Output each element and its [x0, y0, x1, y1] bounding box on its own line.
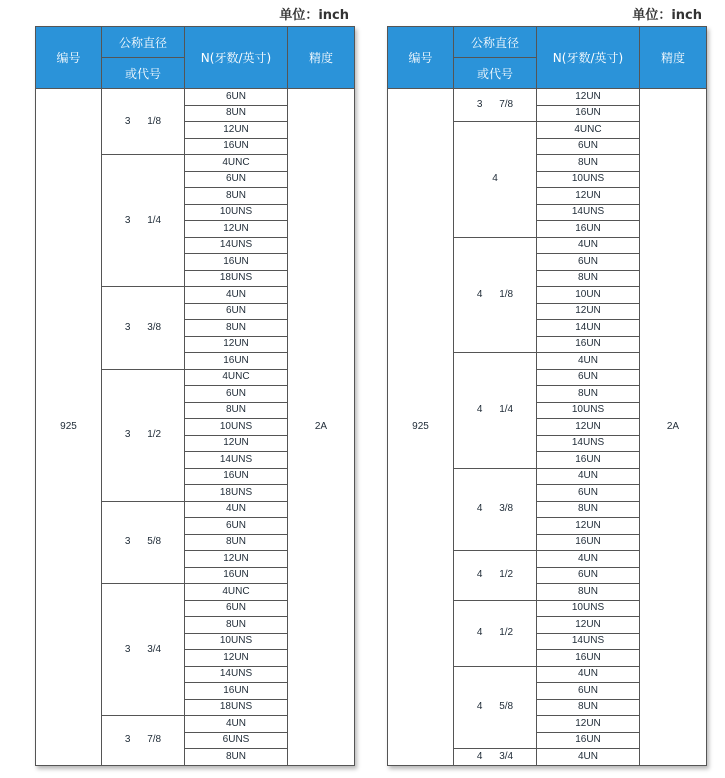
thread-cell: 8UN: [537, 699, 640, 716]
thread-cell: 4UN: [537, 749, 640, 766]
thread-cell: 16UN: [537, 336, 640, 353]
precision-cell: 2A: [288, 89, 355, 766]
thread-cell: 14UNS: [185, 666, 288, 683]
thread-cell: 12UN: [537, 716, 640, 733]
thread-cell: 8UN: [185, 402, 288, 419]
precision-cell: 2A: [640, 89, 707, 766]
code-cell: 925: [36, 89, 102, 766]
size-cell: 4 3/4: [454, 749, 537, 766]
thread-cell: 10UNS: [537, 171, 640, 188]
thread-cell: 4UN: [537, 237, 640, 254]
thread-cell: 16UN: [185, 254, 288, 271]
thread-cell: 6UN: [185, 89, 288, 106]
header-or-designation: 或代号: [102, 58, 185, 89]
thread-cell: 12UN: [185, 435, 288, 452]
thread-cell: 6UN: [537, 683, 640, 700]
thread-cell: 16UN: [537, 650, 640, 667]
thread-cell: 16UN: [537, 221, 640, 238]
size-cell: 3 1/4: [102, 155, 185, 287]
size-cell: 4: [454, 122, 537, 238]
thread-cell: 8UN: [185, 534, 288, 551]
thread-table-left: [35, 26, 355, 766]
thread-cell: 4UN: [185, 716, 288, 733]
thread-cell: 4UNC: [185, 584, 288, 601]
thread-cell: 4UN: [537, 353, 640, 370]
thread-cell: 6UN: [537, 485, 640, 502]
thread-cell: 6UN: [537, 138, 640, 155]
thread-cell: 12UN: [537, 617, 640, 634]
thread-cell: 10UNS: [185, 204, 288, 221]
thread-cell: 12UN: [185, 650, 288, 667]
thread-cell: 8UN: [537, 270, 640, 287]
thread-cell: 8UN: [537, 155, 640, 172]
header-nominal-diameter: 公称直径: [454, 27, 537, 58]
size-cell: 4 1/2: [454, 600, 537, 666]
thread-cell: 16UN: [185, 468, 288, 485]
thread-cell: 8UN: [537, 584, 640, 601]
header-precision: 精度: [640, 27, 707, 89]
header-code: 编号: [388, 27, 454, 89]
size-cell: 3 3/4: [102, 584, 185, 716]
thread-cell: 18UNS: [185, 485, 288, 502]
thread-cell: 12UN: [185, 122, 288, 139]
thread-cell: 18UNS: [185, 270, 288, 287]
thread-cell: 4UN: [537, 551, 640, 568]
thread-cell: 10UNS: [185, 633, 288, 650]
size-cell: 4 5/8: [454, 666, 537, 749]
thread-cell: 6UNS: [185, 732, 288, 749]
thread-cell: 12UN: [185, 551, 288, 568]
thread-cell: 4UN: [537, 666, 640, 683]
unit-label-left: 单位：inch: [279, 8, 349, 23]
thread-cell: 10UNS: [185, 419, 288, 436]
thread-cell: 16UN: [537, 452, 640, 469]
size-cell: 3 7/8: [454, 89, 537, 122]
thread-cell: 6UN: [537, 369, 640, 386]
thread-cell: 16UN: [185, 138, 288, 155]
thread-cell: 14UNS: [537, 435, 640, 452]
thread-cell: 16UN: [185, 567, 288, 584]
thread-cell: 4UN: [185, 501, 288, 518]
thread-cell: 8UN: [185, 617, 288, 634]
thread-cell: 10UNS: [537, 600, 640, 617]
thread-cell: 14UNS: [185, 452, 288, 469]
size-cell: 4 1/4: [454, 353, 537, 469]
size-cell: 4 1/8: [454, 237, 537, 353]
thread-cell: 6UN: [537, 567, 640, 584]
thread-cell: 14UN: [537, 320, 640, 337]
thread-cell: 12UN: [185, 221, 288, 238]
header-code: 编号: [36, 27, 102, 89]
thread-cell: 16UN: [537, 534, 640, 551]
thread-cell: 16UN: [537, 105, 640, 122]
header-precision: 精度: [288, 27, 355, 89]
thread-table-right: [387, 26, 707, 766]
thread-cell: 16UN: [185, 353, 288, 370]
size-cell: 4 3/8: [454, 468, 537, 551]
thread-cell: 12UN: [537, 419, 640, 436]
unit-label-right: 单位：inch: [632, 8, 702, 23]
thread-cell: 8UN: [185, 320, 288, 337]
thread-cell: 16UN: [537, 732, 640, 749]
thread-cell: 14UNS: [537, 633, 640, 650]
header-or-designation: 或代号: [454, 58, 537, 89]
thread-cell: 18UNS: [185, 699, 288, 716]
thread-cell: 10UNS: [537, 402, 640, 419]
thread-cell: 6UN: [185, 303, 288, 320]
header-nominal-diameter: 公称直径: [102, 27, 185, 58]
thread-cell: 6UN: [185, 600, 288, 617]
thread-cell: 10UN: [537, 287, 640, 304]
size-cell: 4 1/2: [454, 551, 537, 601]
thread-cell: 8UN: [185, 188, 288, 205]
table-row: [36, 89, 355, 106]
size-cell: 3 3/8: [102, 287, 185, 370]
thread-cell: 12UN: [185, 336, 288, 353]
header-threads: N(牙数/英寸): [537, 27, 640, 89]
thread-cell: 8UN: [185, 105, 288, 122]
thread-cell: 14UNS: [185, 237, 288, 254]
thread-cell: 8UN: [537, 386, 640, 403]
thread-cell: 14UNS: [537, 204, 640, 221]
thread-cell: 6UN: [537, 254, 640, 271]
code-cell: 925: [388, 89, 454, 766]
thread-cell: 8UN: [537, 501, 640, 518]
thread-cell: 12UN: [537, 188, 640, 205]
thread-cell: 4UNC: [185, 155, 288, 172]
thread-cell: 6UN: [185, 171, 288, 188]
size-cell: 3 1/2: [102, 369, 185, 501]
table-row: [388, 89, 707, 106]
thread-cell: 8UN: [185, 749, 288, 766]
thread-cell: 4UN: [185, 287, 288, 304]
thread-cell: 12UN: [537, 303, 640, 320]
header-threads: N(牙数/英寸): [185, 27, 288, 89]
thread-cell: 12UN: [537, 89, 640, 106]
size-cell: 3 1/8: [102, 89, 185, 155]
thread-cell: 4UNC: [185, 369, 288, 386]
thread-cell: 6UN: [185, 386, 288, 403]
thread-cell: 12UN: [537, 518, 640, 535]
thread-cell: 4UNC: [537, 122, 640, 139]
thread-cell: 6UN: [185, 518, 288, 535]
size-cell: 3 5/8: [102, 501, 185, 584]
size-cell: 3 7/8: [102, 716, 185, 766]
thread-cell: 16UN: [185, 683, 288, 700]
thread-cell: 4UN: [537, 468, 640, 485]
